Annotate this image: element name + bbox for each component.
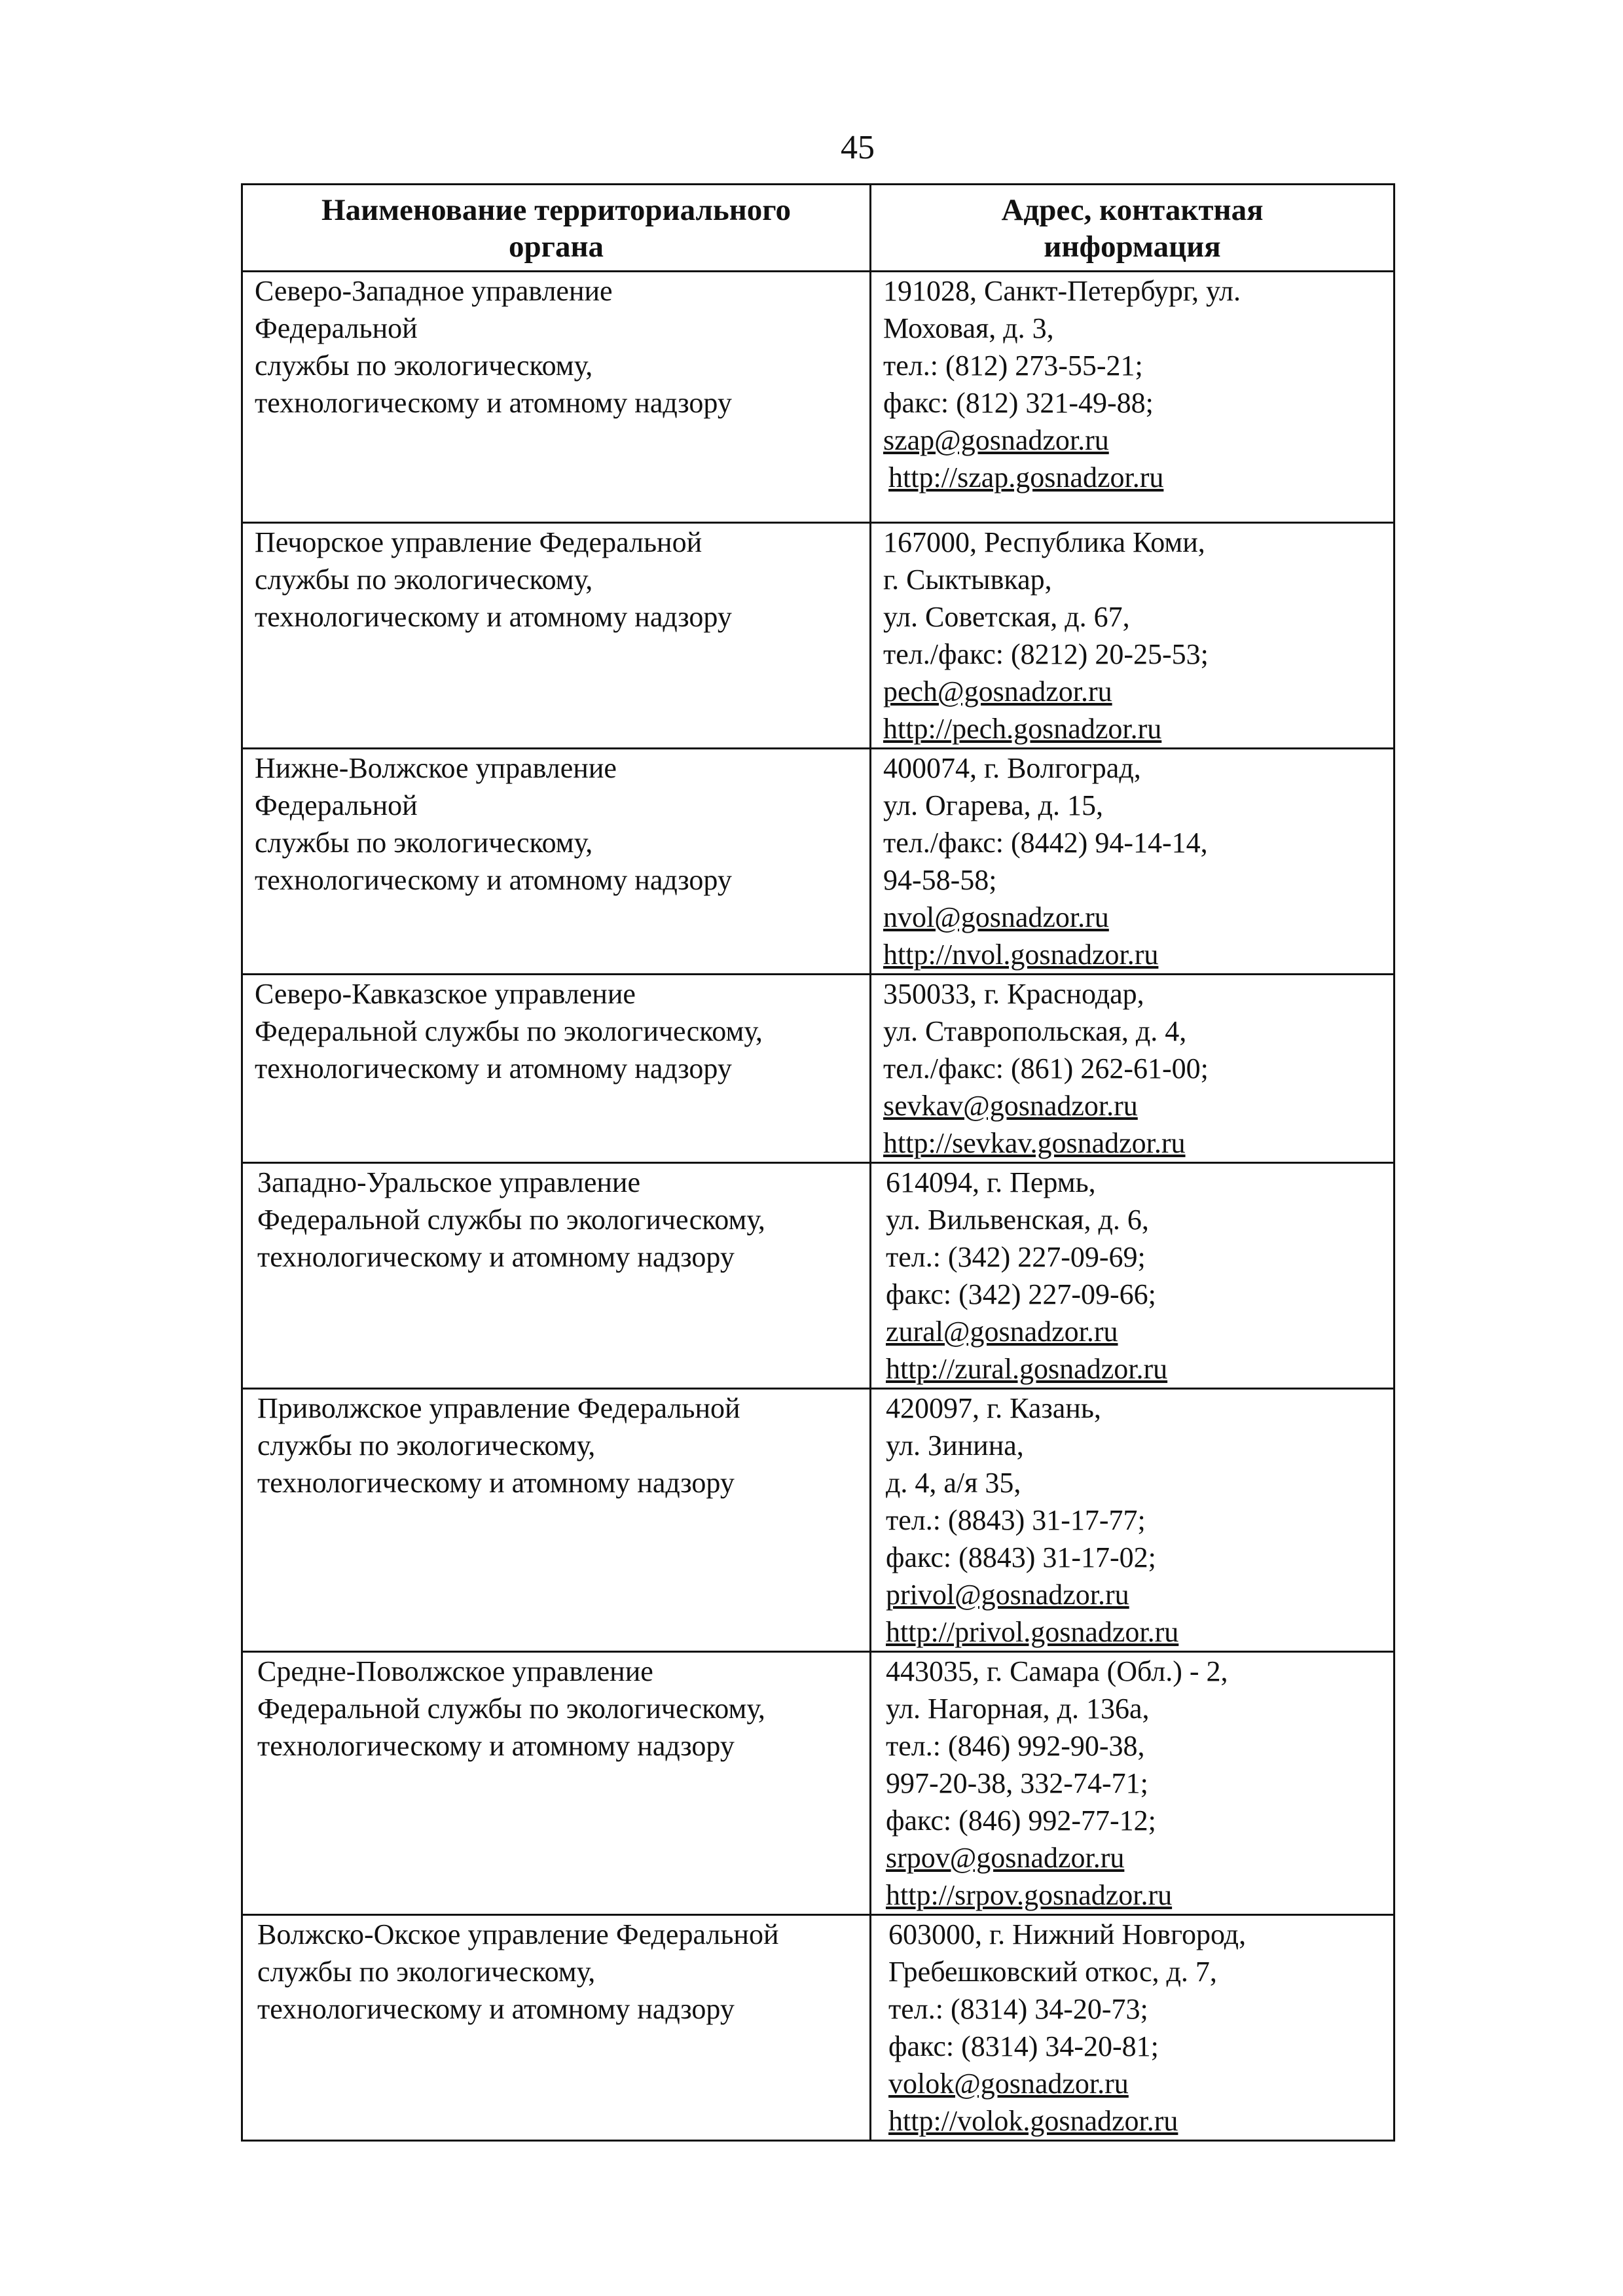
header-name-line: органа: [508, 230, 604, 264]
contact-info: [871, 523, 1395, 749]
address-line: факс: (846) 992-77-12;: [886, 1804, 1156, 1837]
name-line: Западно-Уральское управление: [257, 1166, 640, 1198]
address-line: факс: (812) 321-49-88;: [883, 387, 1154, 419]
website-link[interactable]: http://nvol.gosnadzor.ru: [883, 939, 1159, 971]
address-line: факс: (8314) 34-20-81;: [888, 2030, 1159, 2062]
territorial-body-name: [242, 272, 871, 523]
header-name-line: Наименование территориального: [321, 193, 791, 227]
email-link[interactable]: zural@gosnadzor.ru: [886, 1316, 1118, 1348]
territorial-body-name: [242, 1163, 871, 1389]
address-line: 603000, г. Нижний Новгород,: [888, 1918, 1247, 1950]
header-address-line: информация: [1044, 230, 1221, 264]
website-link[interactable]: http://srpov.gosnadzor.ru: [886, 1879, 1173, 1911]
website-link[interactable]: http://pech.gosnadzor.ru: [883, 713, 1162, 745]
email-link[interactable]: privol@gosnadzor.ru: [886, 1579, 1129, 1611]
table-row: [242, 1652, 1395, 1915]
name-line: службы по экологическому,: [255, 827, 593, 859]
territorial-body-name: [242, 749, 871, 975]
website-link[interactable]: http://privol.gosnadzor.ru: [886, 1616, 1179, 1648]
address-line: 997-20-38, 332-74-71;: [886, 1767, 1148, 1799]
table-row: [242, 272, 1395, 523]
address-line: 614094, г. Пермь,: [886, 1166, 1096, 1198]
name-line: Федеральной: [255, 312, 418, 344]
name-line: технологическому и атомному надзору: [257, 1467, 735, 1499]
name-line: технологическому и атомному надзору: [255, 1052, 732, 1085]
address-line: тел./факс: (8212) 20-25-53;: [883, 638, 1209, 670]
address-line: Гребешковский откос, д. 7,: [888, 1956, 1217, 1988]
address-line: 443035, г. Самара (Обл.) - 2,: [886, 1655, 1228, 1687]
email-link[interactable]: nvol@gosnadzor.ru: [883, 901, 1109, 933]
header-address-line: Адрес, контактная: [1001, 193, 1264, 227]
address-line: 400074, г. Волгоград,: [883, 752, 1141, 784]
name-line: Федеральной: [255, 789, 418, 821]
territorial-body-name: [242, 523, 871, 749]
contact-info: [871, 272, 1395, 523]
name-line: Печорское управление Федеральной: [255, 526, 702, 558]
email-link[interactable]: sevkav@gosnadzor.ru: [883, 1090, 1138, 1122]
address-line: факс: (342) 227-09-66;: [886, 1278, 1156, 1310]
address-line: ул. Ставропольская, д. 4,: [883, 1015, 1187, 1047]
territorial-body-name: [242, 975, 871, 1163]
address-line: ул. Огарева, д. 15,: [883, 789, 1104, 821]
name-line: Нижне-Волжское управление: [255, 752, 617, 784]
address-line: тел.: (8314) 34-20-73;: [888, 1993, 1148, 2025]
address-line: д. 4, а/я 35,: [886, 1467, 1021, 1499]
address-line: г. Сыктывкар,: [883, 564, 1052, 596]
name-line: технологическому и атомному надзору: [255, 864, 732, 896]
name-line: Федеральной службы по экологическому,: [257, 1204, 765, 1236]
email-link[interactable]: szap@gosnadzor.ru: [883, 424, 1109, 456]
territorial-body-name: [242, 1389, 871, 1652]
name-line: службы по экологическому,: [257, 1956, 596, 1988]
name-line: Волжско-Окское управление Федеральной: [257, 1918, 779, 1950]
email-link[interactable]: pech@gosnadzor.ru: [883, 675, 1112, 708]
name-line: технологическому и атомному надзору: [257, 1730, 735, 1762]
name-line: Федеральной службы по экологическому,: [255, 1015, 763, 1047]
address-line: 167000, Республика Коми,: [883, 526, 1205, 558]
website-link[interactable]: http://zural.gosnadzor.ru: [886, 1353, 1168, 1385]
name-line: Средне-Поволжское управление: [257, 1655, 653, 1687]
name-line: Северо-Западное управление: [255, 275, 613, 307]
name-line: технологическому и атомному надзору: [255, 387, 732, 419]
address-line: 350033, г. Краснодар,: [883, 978, 1144, 1010]
address-line: ул. Вильвенская, д. 6,: [886, 1204, 1149, 1236]
page-number: 45: [841, 129, 875, 166]
territorial-bodies-table: [241, 183, 1395, 2142]
email-link[interactable]: srpov@gosnadzor.ru: [886, 1842, 1125, 1874]
header-name: [242, 185, 871, 272]
address-line: Моховая, д. 3,: [883, 312, 1054, 344]
contact-info: [871, 1915, 1395, 2141]
contact-info: [871, 749, 1395, 975]
table-row: [242, 1915, 1395, 2141]
table-row: [242, 1163, 1395, 1389]
address-line: 420097, г. Казань,: [886, 1392, 1101, 1424]
address-line: тел.: (812) 273-55-21;: [883, 350, 1143, 382]
contact-info: [871, 1163, 1395, 1389]
address-line: факс: (8843) 31-17-02;: [886, 1541, 1156, 1573]
contact-info: [871, 1389, 1395, 1652]
table-row: [242, 975, 1395, 1163]
name-line: технологическому и атомному надзору: [257, 1241, 735, 1273]
header-address: [871, 185, 1395, 272]
name-line: службы по экологическому,: [255, 564, 593, 596]
name-line: Северо-Кавказское управление: [255, 978, 636, 1010]
name-line: службы по экологическому,: [257, 1429, 596, 1462]
name-line: технологическому и атомному надзору: [257, 1993, 735, 2025]
name-line: технологическому и атомному надзору: [255, 601, 732, 633]
name-line: службы по экологическому,: [255, 350, 593, 382]
address-line: ул. Советская, д. 67,: [883, 601, 1130, 633]
name-line: Приволжское управление Федеральной: [257, 1392, 740, 1424]
email-link[interactable]: volok@gosnadzor.ru: [888, 2068, 1129, 2100]
address-line: ул. Зинина,: [886, 1429, 1024, 1462]
website-link[interactable]: http://szap.gosnadzor.ru: [888, 461, 1164, 493]
territorial-body-name: [242, 1915, 871, 2141]
table-row: [242, 749, 1395, 975]
name-line: Федеральной службы по экологическому,: [257, 1693, 765, 1725]
address-line: ул. Нагорная, д. 136а,: [886, 1693, 1150, 1725]
table-row: [242, 1389, 1395, 1652]
address-line: тел.: (846) 992-90-38,: [886, 1730, 1145, 1762]
table-header-row: [242, 185, 1395, 272]
website-link[interactable]: http://sevkav.gosnadzor.ru: [883, 1127, 1186, 1159]
address-line: 191028, Санкт-Петербург, ул.: [883, 275, 1241, 307]
contact-info: [871, 975, 1395, 1163]
territorial-body-name: [242, 1652, 871, 1915]
website-link[interactable]: http://volok.gosnadzor.ru: [888, 2105, 1178, 2137]
address-line: тел./факс: (8442) 94-14-14,: [883, 827, 1208, 859]
address-line: тел./факс: (861) 262-61-00;: [883, 1052, 1209, 1085]
table-row: [242, 523, 1395, 749]
address-line: тел.: (342) 227-09-69;: [886, 1241, 1146, 1273]
address-line: тел.: (8843) 31-17-77;: [886, 1504, 1146, 1536]
contact-info: [871, 1652, 1395, 1915]
address-line: 94-58-58;: [883, 864, 997, 896]
